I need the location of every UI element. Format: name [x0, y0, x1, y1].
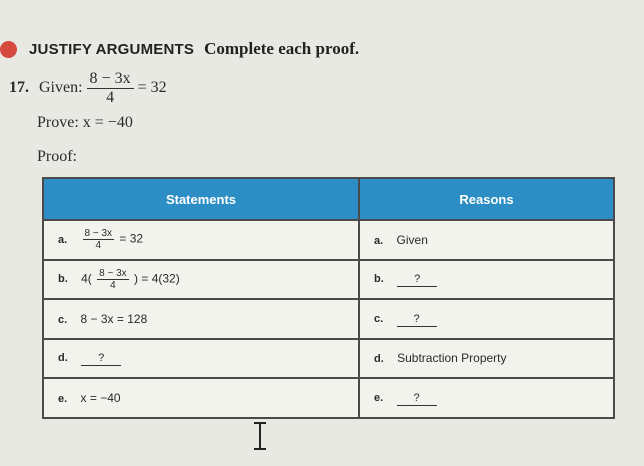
section-instruction: Complete each proof. [204, 39, 360, 58]
reason-text: Subtraction Property [397, 351, 507, 366]
reason-letter: c. [374, 312, 384, 325]
table-row [43, 339, 614, 379]
given-fraction [87, 70, 134, 106]
table-row [43, 378, 614, 418]
statement-letter: c. [58, 313, 68, 326]
fraction-denominator: 4 [110, 279, 116, 291]
reason-cell [359, 339, 614, 379]
statement-text: x = −40 [80, 390, 121, 405]
reason-cell [359, 299, 614, 339]
statement-blank[interactable]: ? [81, 352, 121, 366]
reason-letter: b. [374, 273, 384, 286]
prove-line [37, 114, 133, 132]
statement-letter: b. [58, 273, 68, 286]
statement-fraction [83, 228, 115, 251]
statement-cell [43, 299, 359, 339]
section-header [0, 38, 359, 60]
table-row [43, 260, 614, 300]
statement-text: 8 − 3x = 128 [80, 311, 148, 326]
reason-blank[interactable]: ? [397, 313, 437, 327]
statement-letter: d. [58, 352, 68, 365]
reason-letter: d. [374, 353, 384, 366]
statement-rest: ) = 4(32) [134, 271, 180, 286]
table-header-row [43, 178, 614, 220]
reason-cell [359, 220, 614, 260]
statement-prefix: 4( [81, 271, 92, 286]
statement-letter: e. [58, 392, 68, 405]
proof-label: Proof: [37, 148, 77, 165]
reason-cell [359, 378, 614, 418]
reason-letter: e. [374, 391, 384, 404]
reason-letter: a. [374, 234, 384, 247]
statement-letter: a. [58, 233, 68, 246]
reason-blank[interactable]: ? [397, 273, 437, 287]
reason-text: Given [396, 232, 428, 247]
red-dot-icon [0, 41, 17, 58]
table-row [43, 299, 614, 339]
reason-blank[interactable]: ? [397, 392, 437, 406]
section-label: JUSTIFY ARGUMENTS [29, 40, 195, 58]
statements-header: Statements [43, 178, 359, 220]
statement-rest: = 32 [119, 231, 144, 246]
statement-cell [43, 378, 359, 418]
proof-table [42, 177, 615, 419]
given-rhs: = 32 [137, 79, 167, 97]
fraction-numerator: 8 − 3x [99, 267, 127, 279]
fraction-denominator: 4 [95, 240, 102, 252]
statement-fraction [97, 268, 129, 291]
statement-cell [43, 339, 359, 379]
statement-cell [43, 260, 359, 300]
fraction-numerator: 8 − 3x [84, 228, 113, 240]
given-numerator: 8 − 3x [87, 70, 134, 89]
table-row [43, 220, 614, 260]
reason-cell [359, 260, 614, 300]
prove-expression: x = −40 [82, 114, 133, 131]
prove-label: Prove: [37, 114, 79, 131]
given-line [9, 70, 167, 106]
text-cursor-icon [254, 422, 266, 450]
reasons-header: Reasons [359, 178, 614, 220]
statement-cell [43, 220, 359, 260]
given-label: Given: [39, 79, 83, 97]
given-denominator: 4 [106, 88, 115, 106]
problem-number: 17. [9, 79, 29, 97]
